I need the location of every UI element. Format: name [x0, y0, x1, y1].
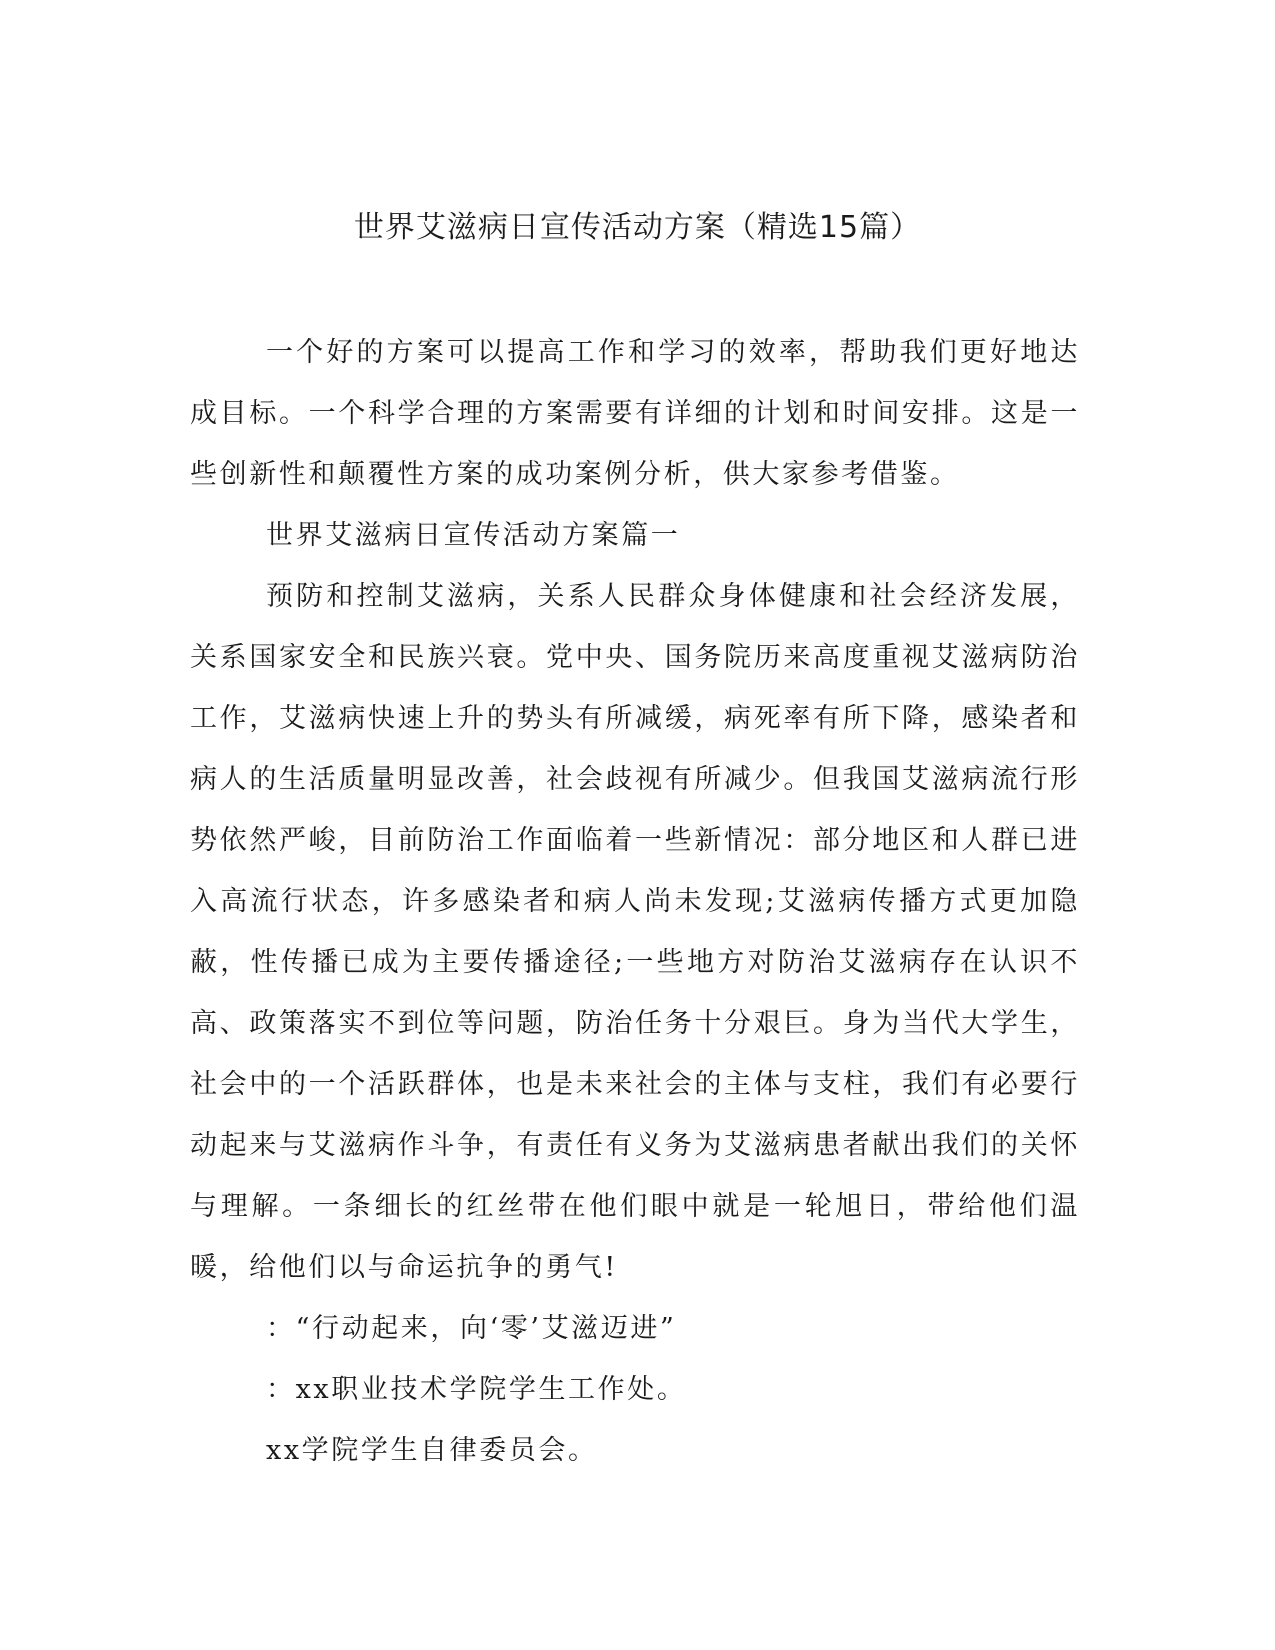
document-body — [190, 322, 1080, 1481]
section-heading: 世界艾滋病日宣传活动方案篇一 — [266, 520, 681, 551]
theme-line: ：“行动起来，向‘零’艾滋迈进” — [266, 1313, 677, 1344]
organizer-line: ：xx职业技术学院学生工作处。 — [266, 1374, 687, 1405]
background-paragraph: 预防和控制艾滋病，关系人民群众身体健康和社会经济发展，关系国家安全和民族兴衰。党中央、国务院历来高度重视艾滋病防治工作，艾滋病快速上升的势头有所减缓，病死率有所下降，感染者和病人的生活质量明显改善，社会歧视有所减少。但我国艾滋病流行形势依然严峻，目前防治工作面临着一些新情况：部分地区和人群已进入高流行状态，许多感染者和病人尚未发现;艾滋病传播方式更加隐蔽，性传播已成为主要传播途径;一些地方对防治艾滋病存在认识不高、政策落实不到位等问题，防治任务十分艰巨。身为当代大学生，社会中的一个活跃群体，也是未来社会的主体与支柱，我们有必要行动起来与艾滋病作斗争，有责任有义务为艾滋病患者献出我们的关怀与理解。一条细长的红丝带在他们眼中就是一轮旭日，带给他们温暖，给他们以与命运抗争的勇气! — [190, 581, 1080, 1283]
committee-line: xx学院学生自律委员会。 — [266, 1435, 598, 1466]
intro-paragraph: 一个好的方案可以提高工作和学习的效率，帮助我们更好地达成目标。一个科学合理的方案需要有详细的计划和时间安排。这是一些创新性和颠覆性方案的成功案例分析，供大家参考借鉴。 — [190, 337, 1080, 490]
document-title: 世界艾滋病日宣传活动方案（精选15篇） — [353, 210, 922, 245]
